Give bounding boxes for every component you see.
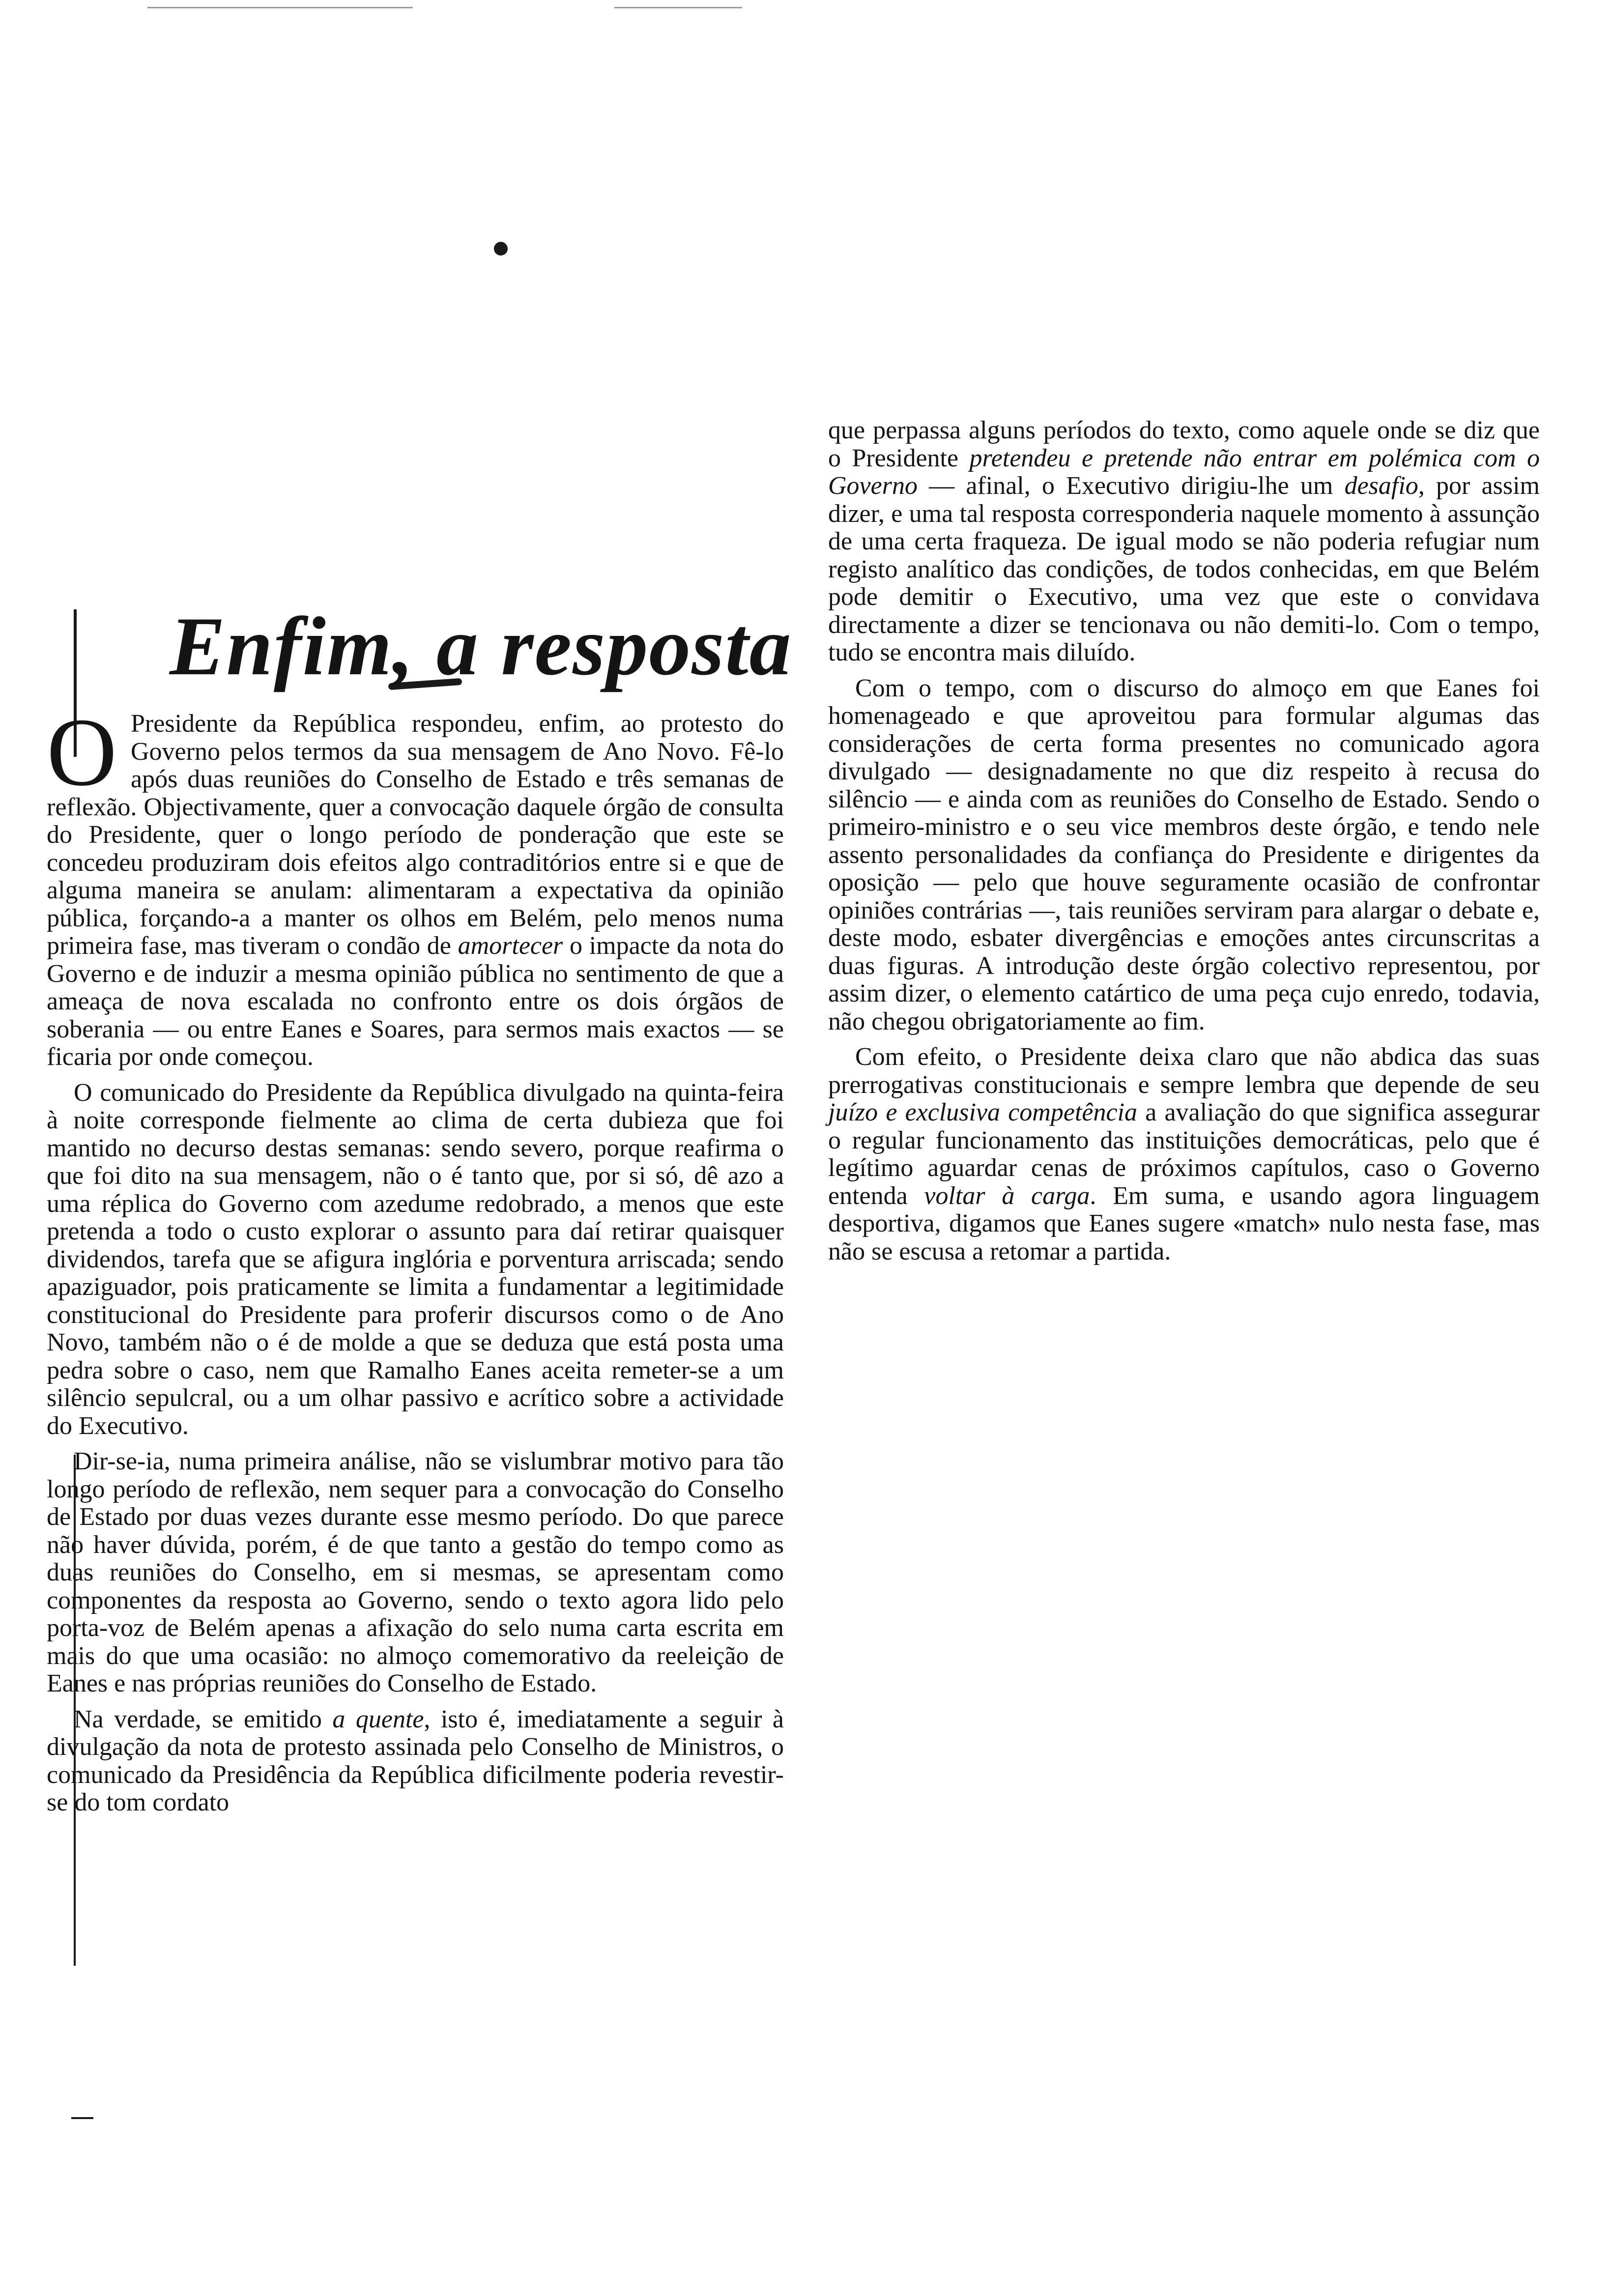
article-paragraph: que perpassa alguns períodos do texto, como aquele onde se diz que o Presidente pretendeu e pretende não entrar em polémica com o Governo — afinal, o Executivo dirigiu-lhe um desafio, por assim dizer, e uma tal resposta corresponderia naquele momento à assunção de uma certa fraqueza. De igual modo se não poderia refugiar num registo analítico das condições, de todos conhecidas, em que Belém pode demitir o Executivo, uma vez que este o convidava directamente a dizer se tencionava ou não demiti-lo. Com o tempo, tudo se encontra mais diluído. [828, 416, 1540, 666]
top-rule-right [614, 7, 742, 8]
article-paragraph: O comunicado do Presidente da República divulgado na quinta-feira à noite corresponde fielmente ao clima de certa dubieza que foi mantido no decurso destas semanas: sendo severo, porque reafirma o que foi dito na sua mensagem, não o é tanto que, por si só, dê azo a uma réplica do Governo com azedume redobrado, a menos que este pretenda a todo o custo explorar o assunto para daí retirar quaisquer dividendos, tarefa que se afigura inglória e porventura arriscada; sendo apaziguador, pois praticamente se limita a fundamentar a legitimidade constitucional do Presidente para proferir discursos como o de Ano Novo, também não o é de molde a que se deduza que está posta uma pedra sobre o caso, nem que Ramalho Eanes aceita remeter-se a um silêncio sepulcral, ou a um olhar passivo e acrítico sobre a actividade do Executivo. [47, 1078, 784, 1440]
emphasis: desafio [1344, 472, 1418, 500]
article-headline: Enfim, a resposta [170, 600, 792, 692]
emphasis: pretendeu e pretende não entrar em polémica com o Governo [828, 444, 1540, 500]
article-paragraph: Com o tempo, com o discurso do almoço em que Eanes foi homenageado e que aproveitou para formular algumas das considerações de certa forma presentes no comunicado agora divulgado — designadamente no que diz respeito à recusa do silêncio — e ainda com as reuniões do Conselho de Estado. Sendo o primeiro-ministro e o seu vice membros deste órgão, e tendo nele assento personalidades da confiança do Presidente e dirigentes da oposição — pelo que houve seguramente ocasião de confrontar opiniões contrárias —, tais reuniões serviram para alargar o debate e, deste modo, esbater divergências e emoções antes circunscritas a duas figuras. A introdução deste órgão colectivo representou, por assim dizer, o elemento catártico de uma peça cujo enredo, todavia, não chegou obrigatoriamente ao fim. [828, 674, 1540, 1035]
emphasis: voltar à carga [924, 1181, 1090, 1210]
emphasis: juízo e exclusiva competência [828, 1098, 1137, 1126]
ink-dot [494, 242, 508, 256]
top-rule-left [147, 7, 413, 8]
article-column-right [828, 417, 1540, 1265]
article-paragraph: Na verdade, se emitido a quente, isto é, imediatamente a seguir à divulgação da nota de protesto assinada pelo Conselho de Ministros, o comunicado da Presidência da República dificilmente poderia revestir-se do tom cordato [47, 1705, 784, 1816]
article-paragraph: Com efeito, o Presidente deixa claro que não abdica das suas prerrogativas constitucionais e sempre lembra que depende de seu juízo e exclusiva competência a avaliação do que significa assegurar o regular funcionamento das instituições democráticas, pelo que é legítimo aguardar cenas de próximos capítulos, caso o Governo entenda voltar à carga. Em suma, e usando agora linguagem desportiva, digamos que Eanes sugere «match» nulo nesta fase, mas não se escusa a retomar a partida. [828, 1043, 1540, 1265]
article-paragraph: O Presidente da República respondeu, enfim, ao protesto do Governo pelos termos da sua mensagem de Ano Novo. Fê-lo após duas reuniões do Conselho de Estado e três semanas de reflexão. Objectivamente, quer a convocação daquele órgão de consulta do Presidente, quer o longo período de ponderação que este se concedeu produziram dois efeitos algo contraditórios entre si e que de alguma maneira se anulam: alimentaram a expectativa da opinião pública, forçando-a a manter os olhos em Belém, pelo menos numa primeira fase, mas tiveram o condão de amortecer o impacte da nota do Governo e de induzir a mesma opinião pública no sentimento de que a ameaça de nova escalada no confronto entre os dois órgãos de soberania — ou entre Eanes e Soares, para sermos mais exactos — se ficaria por onde começou. [47, 698, 784, 1071]
footer-dash [71, 2117, 93, 2119]
drop-cap: O [47, 698, 117, 806]
article-column-left [47, 698, 784, 1817]
article-paragraph: Dir-se-ia, numa primeira análise, não se vislumbrar motivo para tão longo período de reflexão, nem sequer para a convocação do Conselho de Estado por duas vezes durante esse mesmo período. Do que parece não haver dúvida, porém, é de que tanto a gestão do tempo como as duas reuniões do Conselho, em si mesmas, se apresentam como componentes da resposta ao Governo, sendo o texto agora lido pelo porta-voz de Belém apenas a afixação do selo numa carta escrita em mais do que uma ocasião: no almoço comemorativo da reeleição de Eanes e nas próprias reuniões do Conselho de Estado. [47, 1447, 784, 1697]
emphasis: amortecer [458, 932, 563, 960]
emphasis: a quente [332, 1705, 424, 1733]
